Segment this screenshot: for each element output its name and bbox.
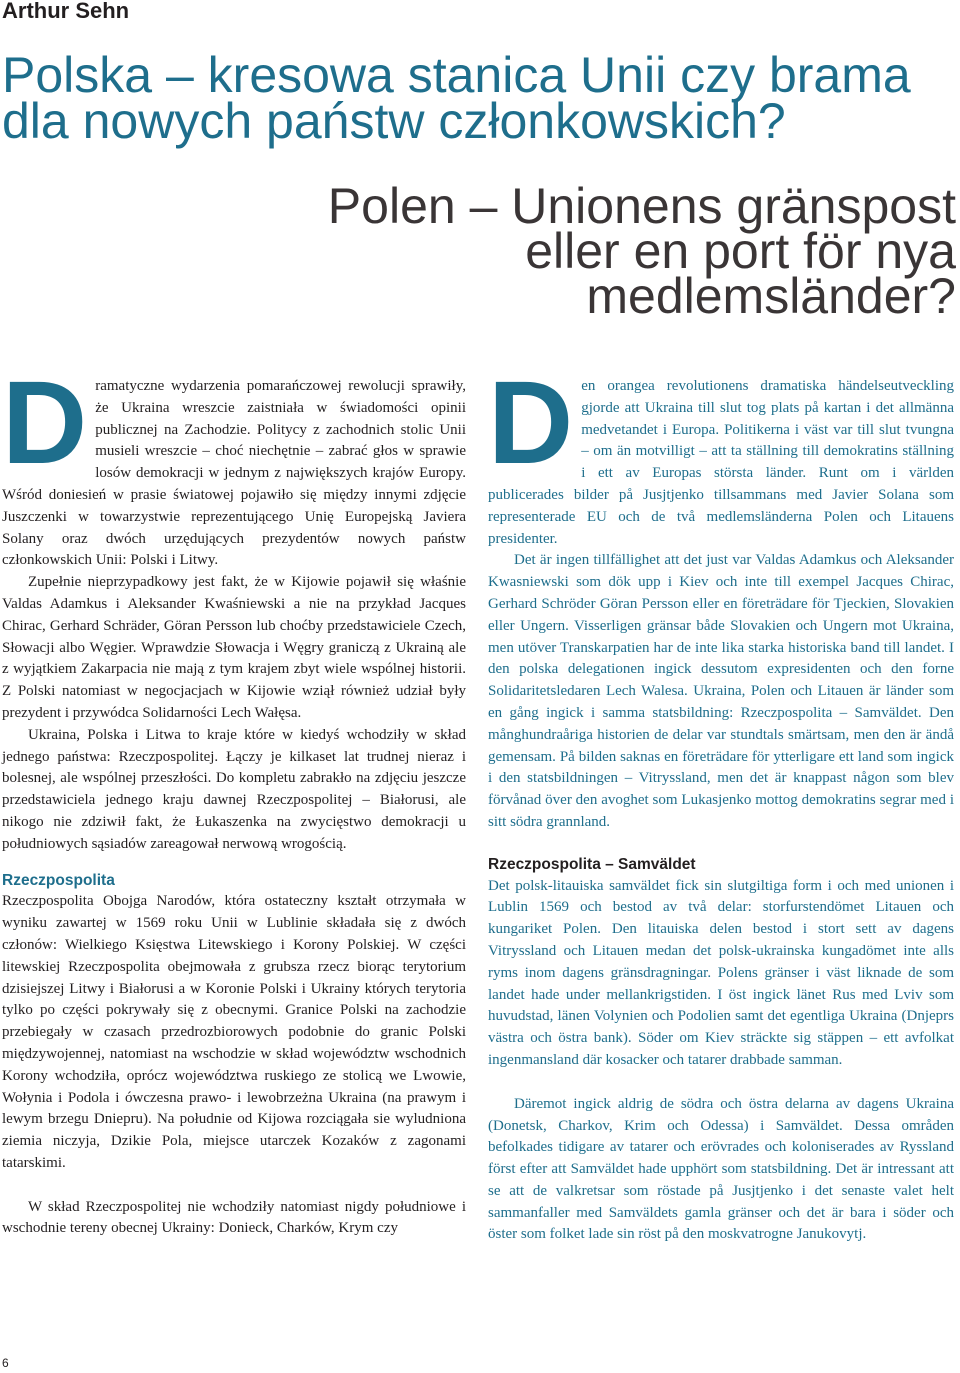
paragraph: Zupełnie nieprzypadkowy jest fakt, że w Kijowie pojawił się właśnie Valdas Adamkus i Aleksander Kwaśniewski a nie na przykład Jacques Chirac, Gerhard Schräder, Göran Persson lub choćby przedstawiciele Czech, Słowacji albo Węgier. Wprawdzie Słowacja i Węgry graniczą z Ukrainą ale z wyjątkiem Zakarpacia nie mają z tym krajem zbyt wiele wspólnej historii. Z Polski natomiast w negocjacjach w Kijowie wziął również udział były prezydent i przywódca Solidarności Lech Wałęsa.	[2, 574, 466, 721]
drop-cap: D	[488, 357, 574, 489]
section-heading: Rzeczpospolita	[2, 871, 115, 889]
polish-column	[2, 357, 466, 1240]
author-name: Arthur Sehn	[2, 0, 130, 23]
intro-paragraph	[2, 357, 466, 572]
swedish-column	[488, 357, 954, 1246]
paragraph-text: ramatyczne wydarzenia pomarańczowej rewolucji sprawiły, że Ukraina wreszcie zaistniała w świadomości opinii publicznej na Zachodzie. Politycy z zachodnich stolic Unii musieli wreszcie – choć niechętnie – zabrać głos w sprawie losów demokracji w jednym z największych krajów Europy. Wśród doniesień w prasie światowej pojawiło się między innymi zdjęcie Juszczenki w towarzystwie reprezentującego Unię Europejską Javiera Solany oraz dwóch urzędujących prezydentów nowych państw członkowskich Unii: Polski i Litwy.	[2, 378, 466, 569]
paragraph: Rzeczpospolita Obojga Narodów, która ostateczny kształt otrzymała w wyniku zawartej w 1569 roku Unii w Lublinie składała się z dwóch członów: Wielkiego Księstwa Litewskiego i Korony Polskiej. W części litewskiej Rzeczpospolita obejmowała z grubsza rzecz biorąc terytorium dzisiejszej Litwy i Białorusi a w Koronie Polski i Ukrainy których terytoria tylko po części pokrywały się z obecnymi. Granice Polski na zachodzie przebiegały w czasach przedrozbiorowych podobnie do granic Polski międzywojennej, natomiast na wschodzie w skład województw wschodnich Korony wchodziła, oprócz województwa ruskiego ze stolicą we Lwowie, Wołynia i Podola i ówczesna prawo- i lewobrzeżna Ukraina (na prawym i lewym brzegu Dniepru). Na południe od Kijowa rozciągała sie wyludniona ziemia niczyja, Dzikie Pola, miejsce utarczek Kozaków z zagonami tatarskimi.	[2, 893, 466, 1171]
paragraph: Ukraina, Polska i Litwa to kraje które w kiedyś wchodziły w skład jednego państwa: Rzeczpospolitej. Łączy je kilkaset lat trudnej nieraz i bolesnej, ale wspólnej przeszłości. Do kompletu zabrakło na zdjęciu jeszcze przedstawiciela jednego kraju dawnej Rzeczpospolitej – Białorusi, ale nikogo nie zdziwił fakt, że Łukaszenka na zwycięstwo demokracji u południowych sąsiadów zareagował nerwową wrogością.	[2, 726, 466, 852]
paragraph-text: en orangea revolutionens dramatiska händelseutveckling gjorde att Ukraina till slut tog plats på kartan i det allmänna medvetandet i Europa. Politikerna i väst var till slut tvungna – om än motvilligt – att ta ställning till demokratins ställning i ett av Europas största länder. Runt om i världen publicerades bilder på Jusjtjenko tillsammans med Javier Solana som representerade EU och de två medlemsländerna Polen och Litauens presidenter.	[488, 378, 954, 547]
paragraph: Det är ingen tillfällighet att det just var Valdas Adamkus och Aleksander Kwasniewski som dök upp i Kiev och inte till exempel Jacques Chirac, Gerhard Schröder Göran Persson eller en företrädare för Tjeckien, Slovakien eller Ungern. Visserligen gränsar både Slovakien och Ungern mot Ukraina, men utöver Transkarpatien har de inte lika starka historiska band till landet. I den polska delegationen ingick dessutom expresidenten och den forne Solidaritetsledaren Lech Walesa. Ukraina, Polen och Litauen är länder som en gång ingick i samma statsbildning: Rzeczpospolita – Samväldet. Den månghundraåriga historien de delar var stundtals smärtsam, men den är ändå gemensam. På bilden saknas en företrädare för ytterligare ett land som ingick i den statsbildningen – Vitryssland, men det är knappast någon som blev förvånad över den avoghet som Lukasjenko mottog demokratins segrar med i sitt södra grannland.	[488, 552, 954, 830]
intro-paragraph	[488, 357, 954, 550]
paragraph: Däremot ingick aldrig de södra och östra delarna av dagens Ukraina (Donetsk, Charkov, Krim och Odessa) i Samväldet. Dessa områden befolkades tidigare av tatarer och erövrades och koloniserades av Ryssland först efter att Samväldet hade upphört som statsbildning. Det är intressant att se att de valkretsar som röstade på Jusjtjenko i det senaste valet helt sammanfaller med Samväldets gamla gränser och det är bara i söder och öster som folket lade sin röst på den moskvatrogne Janukovytj.	[488, 1095, 954, 1243]
section-heading: Rzeczpospolita – Samväldet	[488, 855, 696, 873]
title-polish: Polska – kresowa stanica Unii czy brama dla nowych państw członkowskich?	[2, 47, 911, 149]
title-swedish: Polen – Unionens gränspost eller en port för nya medlemsländer?	[327, 178, 956, 324]
paragraph: W skład Rzeczpospolitej nie wchodziły natomiast nigdy południowe i wschodnie tereny obecnej Ukrainy: Donieck, Charków, Krym czy	[2, 1198, 466, 1237]
paragraph: Det polsk-litauiska samväldet fick sin slutgiltiga form i och med unionen i Lublin 1569 och bestod av två delar: storfurstendömet Litauen och kungariket Polen. Den litauiska delen bestod i stort sett av dagens Vitryssland och Litauen medan det polsk-ukrainska kungadömet inte alls ryms inom dagens gränsdragningar. Polens gränser i väst liknade de som landet hade under mellankrigstiden. I öst ingick länet Rus med Lviv som huvudstad, länen Volynien och Podolien samt det egentliga Ukraina (Dnjeprs västra och östra bank). Söder om Kiev sträckte sig stäppen – ett avfolkat ingenmansland där kosacker och tatarer drabbade samman.	[488, 877, 954, 1068]
drop-cap: D	[2, 357, 88, 489]
page-number: 6	[2, 1356, 9, 1370]
